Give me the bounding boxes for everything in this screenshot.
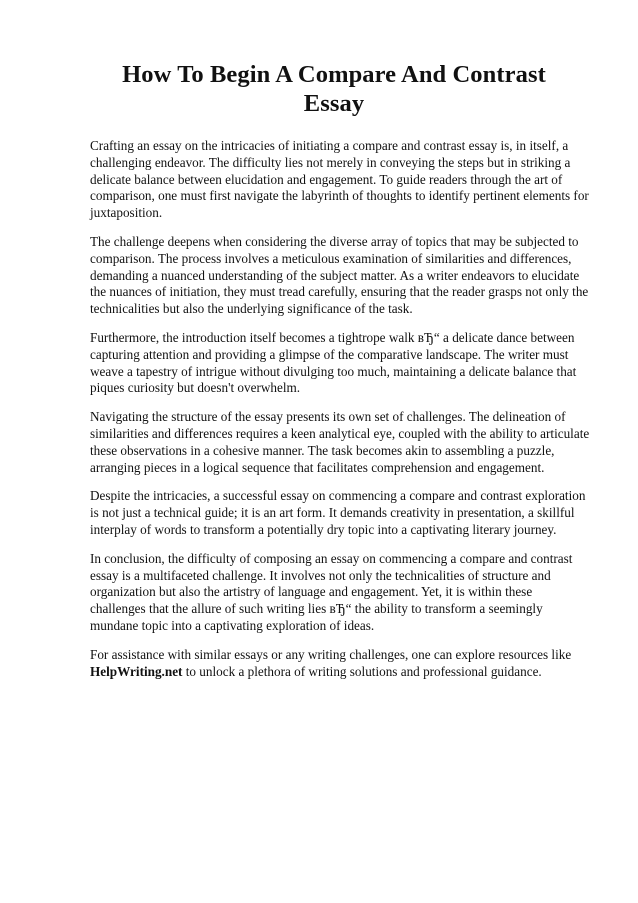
- paragraph-6: In conclusion, the difficulty of composing an essay on commencing a compare and contrast essay is a multifaceted challenge. It involves not only the technicalities of structure and organization but also the artistry of language and engagement. Yet, it is within these challenges that the allure of such writing lies вЂ“ the ability to transform a seemingly mundane topic into a captivating exploration of ideas.: [90, 550, 573, 633]
- closing-paragraph: [90, 647, 590, 681]
- closing-lead-text: For assistance with similar essays or any writing challenges, one can explore resources like: [90, 646, 572, 662]
- closing-tail-text: to unlock a plethora of writing solutions and professional guidance.: [185, 663, 542, 679]
- paragraph-5: Despite the intricacies, a successful essay on commencing a compare and contrast exploration is not just a technical guide; it is an art form. It demands creativity in presentation, a skillful interplay of words to transform a potentially dry topic into a captivating literary journey.: [90, 488, 586, 537]
- helpwriting-link[interactable]: HelpWriting.net: [90, 663, 183, 679]
- paragraph-4: Navigating the structure of the essay presents its own set of challenges. The delineation of similarities and differences requires a keen analytical eye, coupled with the ability to articulate these observations in a cohesive manner. The task becomes akin to assembling a puzzle, arranging pieces in a logical sequence that facilitates comprehension and engagement.: [90, 409, 590, 475]
- paragraph-1: Crafting an essay on the intricacies of initiating a compare and contrast essay is, in itself, a challenging endeavor. The difficulty lies not merely in conveying the steps but in striking a delicate balance between elucidation and engagement. To guide readers through the art of comparison, one must first navigate the labyrinth of thoughts to identify pertinent elements for juxtaposition.: [90, 138, 589, 221]
- paragraph-2: The challenge deepens when considering the diverse array of topics that may be subjected to comparison. The process involves a meticulous examination of similarities and differences, demanding a nuanced understanding of the subject matter. As a writer endeavors to elucidate the nuances of initiation, they must tread carefully, ensuring that the reader grasps not only the technicalities but also the underlying significance of the task.: [90, 233, 589, 317]
- paragraph-3: Furthermore, the introduction itself becomes a tightrope walk вЂ“ a delicate dance between capturing attention and providing a glimpse of the comparative landscape. The writer must weave a tapestry of intrigue without divulging too much, maintaining a delicate balance that piques curiosity but doesn't overwhelm.: [90, 329, 577, 396]
- document-title: How To Begin A Compare And Contrast Essay: [122, 61, 546, 117]
